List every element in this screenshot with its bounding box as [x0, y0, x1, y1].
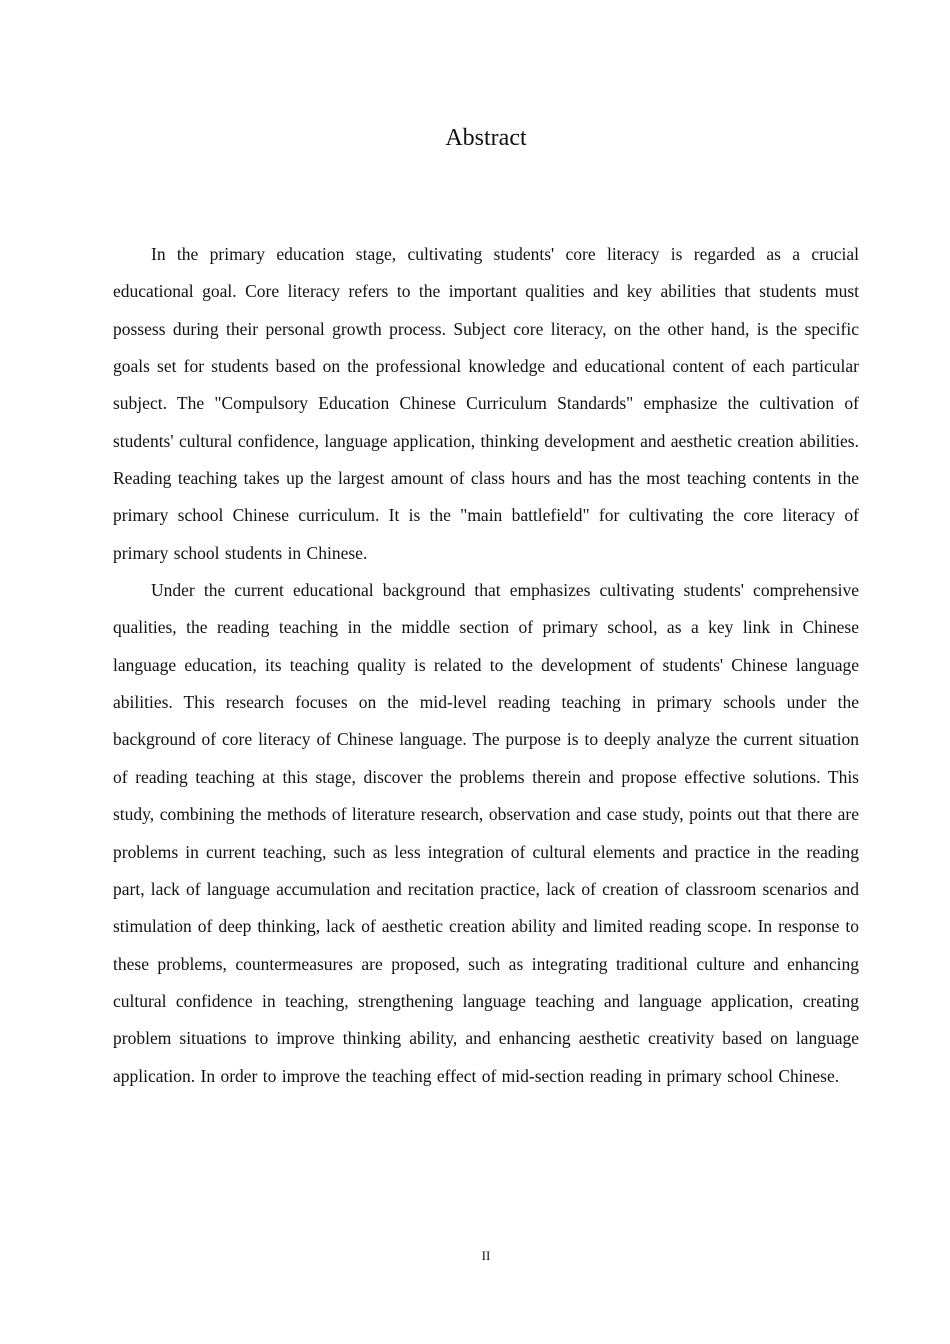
abstract-body — [113, 236, 859, 1095]
page-number: II — [481, 1248, 491, 1263]
abstract-paragraph-2: Under the current educational background that emphasizes cultivating students' comprehensive qualities, the reading teaching in the middle section of primary school, as a key link in Chinese language education, its teaching quality is related to the development of students' Chinese language abilities. This research focuses on the mid-level reading teaching in primary schools under the background of core literacy of Chinese language. The purpose is to deeply analyze the current situation of reading teaching at this stage, discover the problems therein and propose effective solutions. This study, combining the methods of literature research, observation and case study, points out that there are problems in current teaching, such as less integration of cultural elements and practice in the reading part, lack of language accumulation and recitation practice, lack of creation of classroom scenarios and stimulation of deep thinking, lack of aesthetic creation ability and limited reading scope. In response to these problems, countermeasures are proposed, such as integrating traditional culture and enhancing cultural confidence in teaching, strengthening language teaching and language application, creating problem situations to improve thinking ability, and enhancing aesthetic creativity based on language application. In order to improve the teaching effect of mid-section reading in primary school Chinese. — [113, 580, 859, 1086]
abstract-paragraph-1: In the primary education stage, cultivating students' core literacy is regarded as a crucial educational goal. Core literacy refers to the important qualities and key abilities that students must possess during their personal growth process. Subject core literacy, on the other hand, is the specific goals set for students based on the professional knowledge and educational content of each particular subject. The "Compulsory Education Chinese Curriculum Standards" emphasize the cultivation of students' cultural confidence, language application, thinking development and aesthetic creation abilities. Reading teaching takes up the largest amount of class hours and has the most teaching contents in the primary school Chinese curriculum. It is the "main battlefield" for cultivating the core literacy of primary school students in Chinese. — [113, 244, 859, 563]
abstract-title: Abstract — [445, 125, 527, 151]
